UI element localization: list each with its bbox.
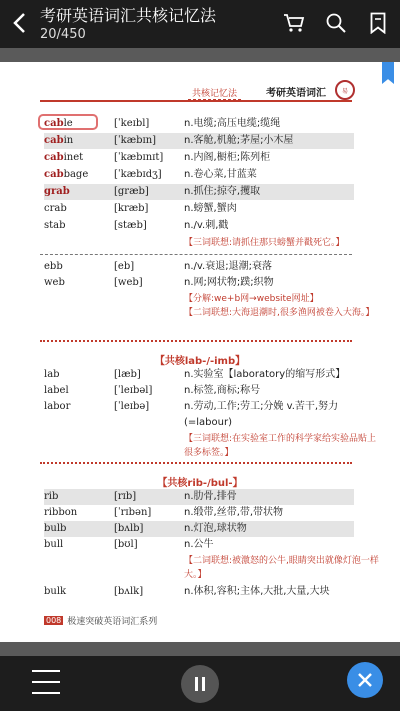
list-item[interactable]: cabin [ˈkæbɪn] n.客舱,机舱;茅屋;小木屋 — [44, 133, 354, 149]
list-item[interactable]: bull [bʊl] n.公牛 — [44, 539, 214, 550]
pause-icon[interactable] — [181, 665, 219, 703]
memory-note: 【二词联想:大海退潮时,很多渔网被卷入大海。】 — [184, 308, 375, 318]
section-title: 【共核lab-/-imb】 — [154, 356, 246, 367]
memory-note: 【二词联想:被激怒的公牛,眼睛突出就像灯泡一样大。】 — [184, 556, 379, 580]
page-counter: 20/450 — [40, 27, 86, 42]
list-item[interactable]: crab [kræb] n.螃蟹,蟹肉 — [44, 203, 237, 214]
memory-note: 【三词联想:在实验室工作的科学家给实验品贴上很多标签。】 — [184, 434, 377, 458]
book-page[interactable] — [0, 62, 400, 642]
page-bookmark-tab[interactable] — [382, 62, 394, 84]
list-item[interactable]: ebb [eb] n./v.衰退;退潮;衰落 — [44, 261, 272, 272]
bookmark-icon[interactable] — [366, 10, 390, 36]
section-divider — [40, 340, 352, 345]
list-item[interactable]: cable [ˈkeɪbl] n.电缆;高压电缆;缆绳 — [44, 118, 281, 129]
logo-seal: 易 — [335, 80, 355, 100]
list-item[interactable]: stab [stæb] n./v.刺,戳 — [44, 220, 229, 231]
list-item[interactable]: grab [græb] n.抓住;掠夺,攫取 — [44, 184, 354, 200]
series-name: 极速突破英语词汇系列 — [67, 617, 158, 627]
section-title: 【共核rib-/bul-】 — [157, 478, 243, 489]
memory-note: 【三词联想:请抓住那只螃蟹并戳死它。】 — [184, 238, 345, 248]
page-footer — [44, 614, 157, 627]
close-icon[interactable] — [347, 662, 383, 698]
book-title: 考研英语词汇共核记忆法 — [40, 6, 217, 25]
bottom-bar — [0, 656, 400, 711]
list-item[interactable]: labor [ˈleɪbə] n.劳动,工作;劳工;分娩 v.苦干,努力 — [44, 401, 339, 412]
menu-icon[interactable] — [32, 670, 60, 694]
section-divider — [40, 462, 352, 467]
list-item[interactable]: rib [rɪb] n.肋骨,排骨 — [44, 489, 354, 505]
top-bar — [0, 0, 400, 48]
list-item[interactable]: bulb [bʌlb] n.灯泡,球状物 — [44, 521, 354, 537]
list-item[interactable]: label [ˈleɪbəl] n.标签,商标;称号 — [44, 385, 261, 396]
search-icon[interactable] — [324, 10, 348, 36]
list-item[interactable]: cabbage [ˈkæbɪdʒ] n.卷心菜,甘蓝菜 — [44, 169, 257, 180]
page-gap — [0, 48, 400, 62]
divider — [40, 254, 352, 255]
list-item[interactable]: lab [læb] n.实验室【laboratory的缩写形式】 — [44, 369, 346, 380]
header-tag: 共核记忆法 — [188, 86, 241, 100]
header-name: 考研英语词汇 — [266, 88, 326, 99]
list-item[interactable]: bulk [bʌlk] n.体积,容积;主体,大批,大量,大块 — [44, 586, 330, 597]
list-item[interactable]: cabinet [ˈkæbɪnɪt] n.内阁,橱柜;陈列柜 — [44, 152, 271, 163]
page-header — [40, 84, 352, 102]
list-item[interactable]: web [web] n.网;网状物;蹼;织物 — [44, 277, 274, 288]
list-item-extra: (=labour) — [184, 417, 233, 428]
page-number: 008 — [46, 616, 62, 625]
list-item[interactable]: ribbon [ˈrɪbən] n.缎带,丝带,带,带状物 — [44, 507, 284, 518]
memory-note: 【分解:we+b网→website网址】 — [184, 294, 319, 304]
back-icon[interactable] — [6, 6, 32, 40]
cart-icon[interactable] — [282, 10, 306, 36]
